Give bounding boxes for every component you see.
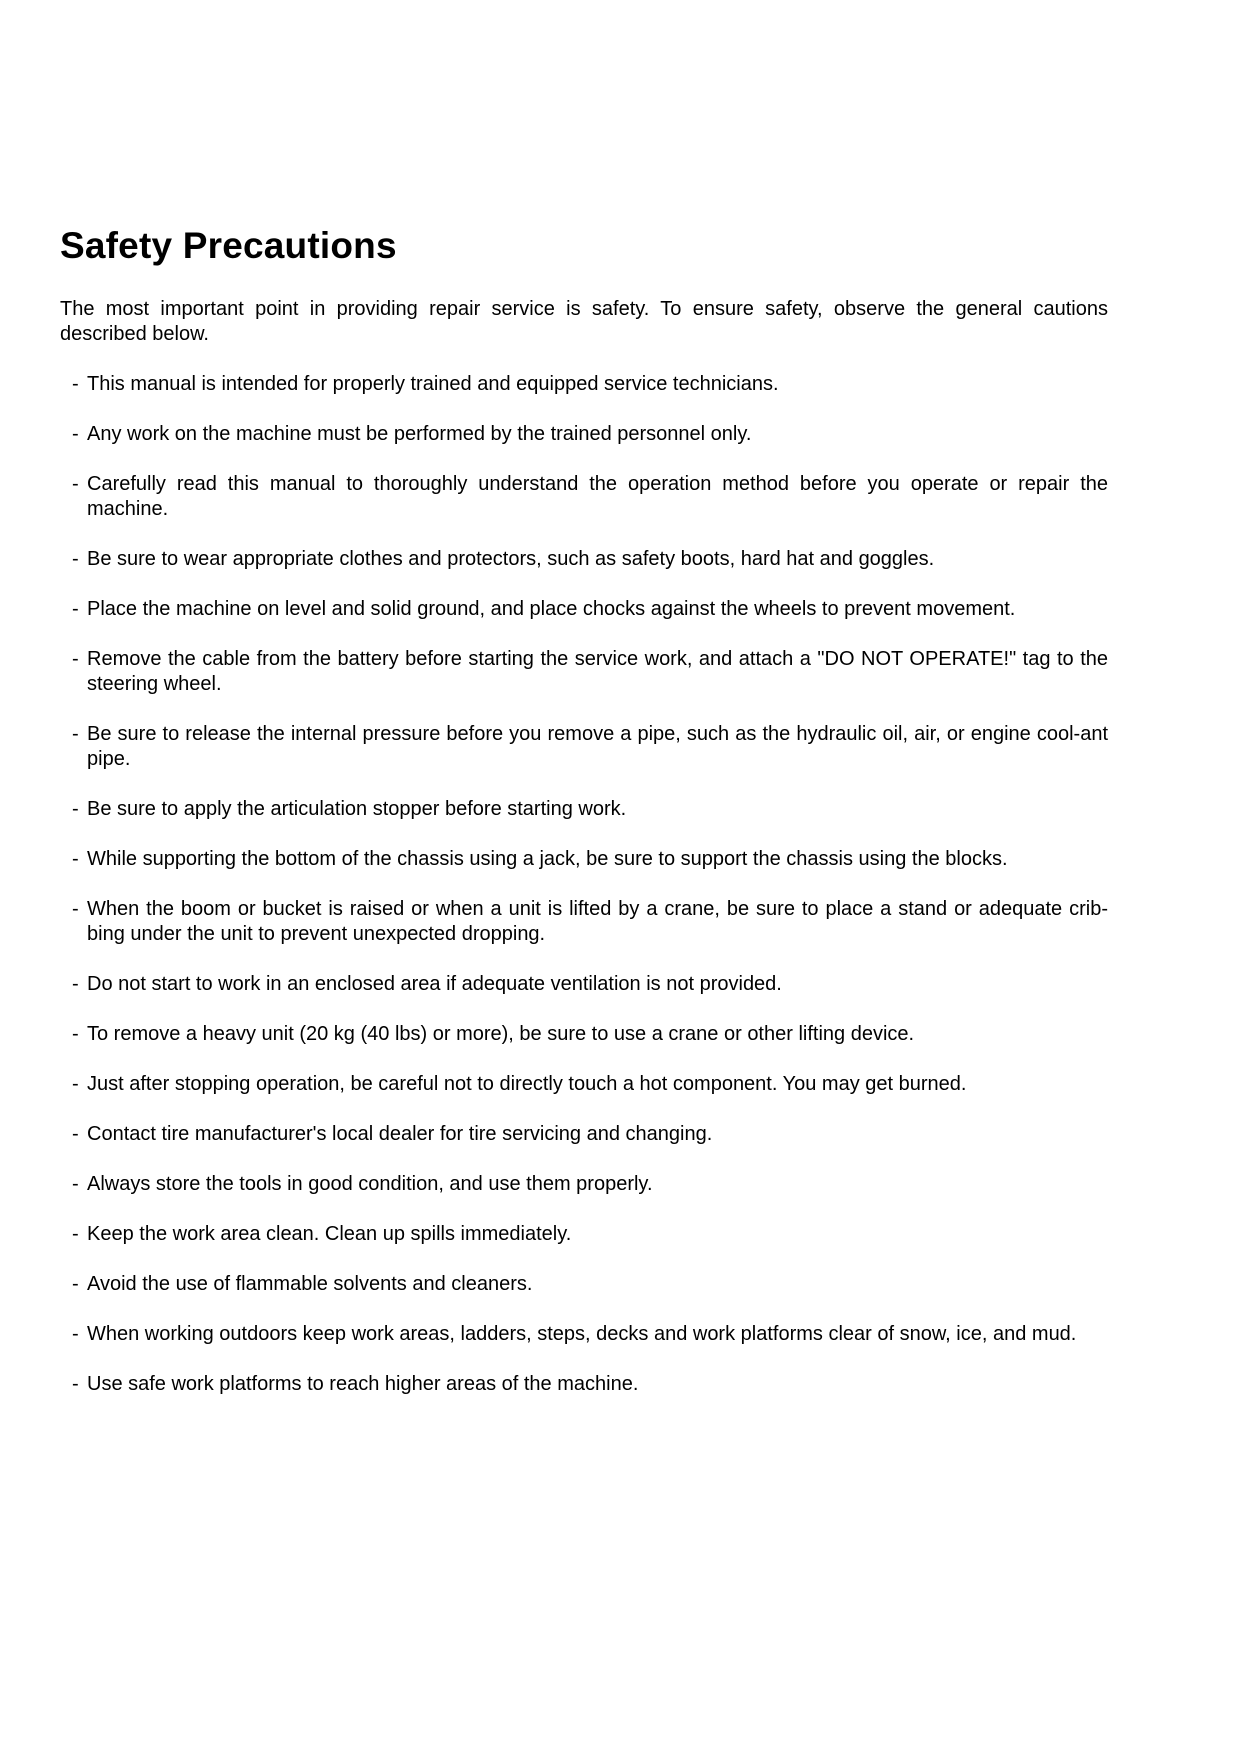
precaution-text: Always store the tools in good condition, and use them properly. — [87, 1173, 653, 1195]
precaution-item — [60, 797, 1108, 822]
precaution-item — [60, 1122, 1108, 1147]
precaution-item — [60, 372, 1108, 397]
dash-marker: - — [72, 473, 79, 495]
precaution-text: While supporting the bottom of the chassis using a jack, be sure to support the chassis using the blocks. — [87, 848, 1008, 870]
precaution-item — [60, 1172, 1108, 1197]
dash-marker: - — [72, 898, 79, 920]
page-content — [60, 226, 1108, 1422]
precaution-item — [60, 422, 1108, 447]
precaution-text: Do not start to work in an enclosed area if adequate ventilation is not provided. — [87, 973, 782, 995]
dash-marker: - — [72, 598, 79, 620]
dash-marker: - — [72, 798, 79, 820]
dash-marker: - — [72, 1023, 79, 1045]
precaution-text: Place the machine on level and solid ground, and place chocks against the wheels to prevent movement. — [87, 598, 1016, 620]
precaution-item — [60, 1322, 1108, 1347]
dash-marker: - — [72, 1173, 79, 1195]
dash-marker: - — [72, 1073, 79, 1095]
precaution-item — [60, 1022, 1108, 1047]
dash-marker: - — [72, 1223, 79, 1245]
dash-marker: - — [72, 848, 79, 870]
precaution-item — [60, 597, 1108, 622]
precaution-item — [60, 547, 1108, 572]
dash-marker: - — [72, 1123, 79, 1145]
precaution-text: Any work on the machine must be performed by the trained personnel only. — [87, 423, 752, 445]
precaution-text: When the boom or bucket is raised or when a unit is lifted by a crane, be sure to place a stand or adequate crib-bing under the unit to prevent unexpected dropping. — [87, 898, 1108, 945]
precaution-text: When working outdoors keep work areas, ladders, steps, decks and work platforms clear of snow, ice, and mud. — [87, 1323, 1077, 1345]
precaution-item — [60, 1272, 1108, 1297]
precautions-list — [60, 372, 1108, 1397]
precaution-item — [60, 897, 1108, 947]
precaution-item — [60, 722, 1108, 772]
precaution-text: Carefully read this manual to thoroughly understand the operation method before you operate or repair the machine. — [87, 473, 1108, 520]
dash-marker: - — [72, 1323, 79, 1345]
precaution-text: Be sure to wear appropriate clothes and protectors, such as safety boots, hard hat and goggles. — [87, 548, 935, 570]
page-title: Safety Precautions — [60, 225, 397, 266]
precaution-text: Just after stopping operation, be careful not to directly touch a hot component. You may get burned. — [87, 1073, 967, 1095]
precaution-item — [60, 1222, 1108, 1247]
precaution-item — [60, 972, 1108, 997]
precaution-text: Be sure to apply the articulation stopper before starting work. — [87, 798, 627, 820]
precaution-text: To remove a heavy unit (20 kg (40 lbs) or more), be sure to use a crane or other lifting device. — [87, 1023, 915, 1045]
dash-marker: - — [72, 373, 79, 395]
dash-marker: - — [72, 423, 79, 445]
dash-marker: - — [72, 973, 79, 995]
dash-marker: - — [72, 1273, 79, 1295]
dash-marker: - — [72, 723, 79, 745]
precaution-text: Be sure to release the internal pressure before you remove a pipe, such as the hydraulic oil, air, or engine cool-ant pipe. — [87, 723, 1108, 770]
precaution-item — [60, 1372, 1108, 1397]
precaution-text: This manual is intended for properly trained and equipped service technicians. — [87, 373, 779, 395]
precaution-item — [60, 1072, 1108, 1097]
precaution-text: Contact tire manufacturer's local dealer for tire servicing and changing. — [87, 1123, 713, 1145]
dash-marker: - — [72, 648, 79, 670]
dash-marker: - — [72, 1373, 79, 1395]
precaution-item — [60, 647, 1108, 697]
precaution-item — [60, 472, 1108, 522]
dash-marker: - — [72, 548, 79, 570]
precaution-text: Use safe work platforms to reach higher areas of the machine. — [87, 1373, 639, 1395]
precaution-item — [60, 847, 1108, 872]
precaution-text: Keep the work area clean. Clean up spills immediately. — [87, 1223, 572, 1245]
precaution-text: Remove the cable from the battery before starting the service work, and attach a "DO NOT OPERATE!" tag to the steering wheel. — [87, 648, 1108, 695]
precaution-text: Avoid the use of flammable solvents and cleaners. — [87, 1273, 533, 1295]
intro-paragraph: The most important point in providing repair service is safety. To ensure safety, observe the general cautions described below. — [60, 298, 1108, 345]
